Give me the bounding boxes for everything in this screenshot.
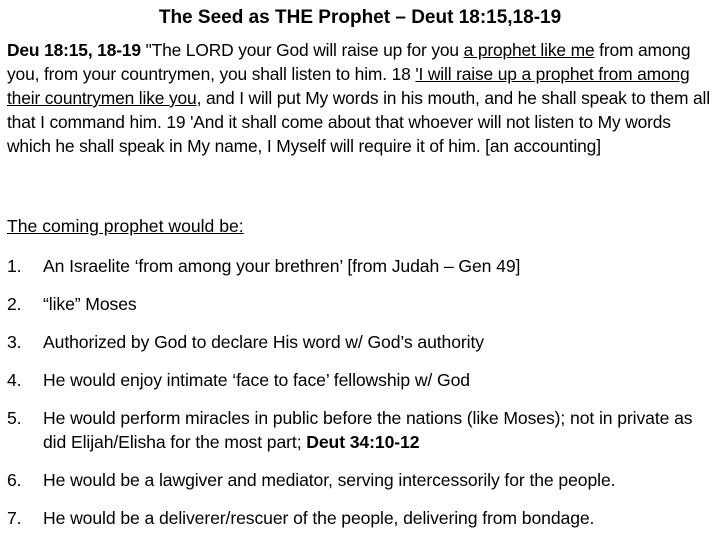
list-item [7,254,719,278]
list-item-reference: Deut 34:10-12 [306,432,420,452]
passage-text-1: "The LORD your God will raise up for you [140,40,464,60]
list-item-text: Authorized by God to declare His word w/ God’s authority [43,332,484,352]
list-item-number: 5. [7,408,22,428]
passage-underline-2: 'I will raise up a prophet from among their countrymen like you [7,64,690,108]
scripture-passage [7,38,719,158]
list-item-number: 1. [7,256,22,276]
list-item [7,406,719,454]
list-item-text: He would perform miracles in public before the nations (like Moses); not in private as did Elijah/Elisha for the most part; [43,408,693,452]
passage-text-2: from among you, from your countrymen, you shall listen to him. 18 [7,40,691,84]
passage-underline-1: a prophet like me [463,40,595,60]
list-item-number: 4. [7,370,22,390]
prophet-qualities-list [7,254,719,544]
list-item-text: He would enjoy intimate ‘face to face’ fellowship w/ God [43,370,470,390]
list-item [7,292,719,316]
list-item-number: 7. [7,508,22,528]
list-item-number: 3. [7,332,22,352]
list-item-number: 6. [7,470,22,490]
list-item-number: 2. [7,294,22,314]
list-item-text: “like” Moses [43,294,137,314]
list-item-text: An Israelite ‘from among your brethren’ [from Judah – Gen 49] [43,256,521,276]
list-item [7,368,719,392]
slide-title: The Seed as THE Prophet – Deut 18:15,18-19 [158,7,562,28]
list-item-text: He would be a lawgiver and mediator, serving intercessorily for the people. [43,470,616,490]
list-item [7,468,719,492]
list-item-text: He would be a deliverer/rescuer of the people, delivering from bondage. [43,508,595,528]
passage-reference: Deu 18:15, 18-19 [7,40,141,60]
list-item [7,330,719,354]
list-item [7,506,719,530]
passage-text-3: , and I will put My words in his mouth, and he shall speak to them all that I command him. 19 'And it shall come about that whoever will not listen to My words which he shall speak in My name, I Myself will require it of him. [an accounting] [7,88,710,156]
list-heading: The coming prophet would be: [7,216,244,236]
